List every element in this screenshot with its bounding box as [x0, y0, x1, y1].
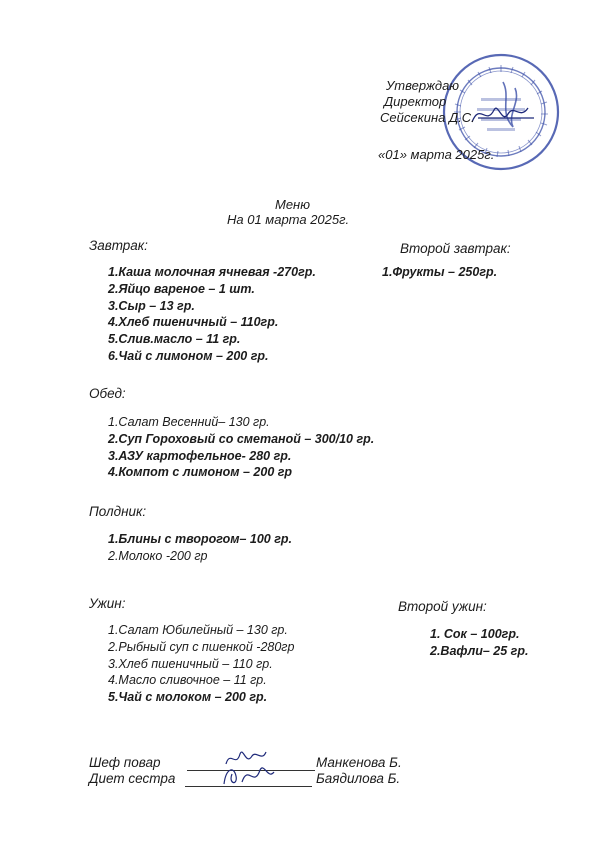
list-item: 2.Рыбный суп с пшенкой -280гр [108, 639, 295, 654]
second-breakfast-list [382, 264, 497, 281]
list-item: 3.АЗУ картофельное- 280 гр. [108, 448, 292, 463]
snack-label: Полдник: [89, 504, 147, 519]
snack-list [108, 531, 292, 565]
list-item: 4.Масло сливочное – 11 гр. [108, 673, 267, 688]
dinner-label: Ужин: [89, 596, 126, 611]
list-item: 1.Блины с творогом– 100 гр. [108, 532, 292, 546]
page-subtitle: На 01 марта 2025г. [227, 212, 350, 227]
approve-label: Утверждаю [386, 78, 460, 93]
list-item: 3.Хлеб пшеничный – 110 гр. [108, 656, 273, 671]
lunch-list [108, 414, 374, 481]
breakfast-list [108, 264, 316, 365]
list-item: 1.Салат Юбилейный – 130 гр. [108, 623, 288, 637]
approval-date: «01» марта 2025г. [378, 147, 495, 162]
list-item: 1. Сок – 100гр. [430, 627, 520, 641]
list-item: 3.Сыр – 13 гр. [108, 298, 195, 313]
director-position: Директор [384, 94, 447, 109]
nurse-label: Диет сестра [89, 771, 176, 786]
list-item: 2.Молоко -200 гр [108, 548, 208, 563]
nurse-signature-icon [218, 758, 278, 790]
second-breakfast-label: Второй завтрак: [400, 241, 511, 256]
chef-label: Шеф повар [89, 755, 161, 770]
list-item: 1.Салат Весенний– 130 гр. [108, 415, 270, 429]
list-item: 2.Яйцо вареное – 1 шт. [108, 281, 255, 296]
lunch-label: Обед: [89, 386, 126, 401]
chef-name: Манкенова Б. [316, 755, 402, 770]
list-item: 5.Чай с молоком – 200 гр. [108, 690, 268, 705]
list-item: 4.Хлеб пшеничный – 110гр. [108, 315, 279, 330]
list-item: 2.Вафли– 25 гр. [430, 643, 529, 658]
list-item: 6.Чай с лимоном – 200 гр. [108, 348, 269, 363]
list-item: 5.Слив.масло – 11 гр. [108, 332, 241, 347]
list-item: 2.Суп Гороховый со сметаной – 300/10 гр. [108, 431, 375, 446]
director-signature-icon [468, 96, 538, 132]
second-dinner-list [430, 626, 528, 660]
list-item: 4.Компот с лимоном – 200 гр [108, 465, 293, 480]
second-dinner-label: Второй ужин: [398, 599, 487, 614]
dinner-list [108, 622, 294, 706]
nurse-name: Баядилова Б. [316, 771, 401, 786]
breakfast-label: Завтрак: [89, 238, 148, 253]
director-name: Сейсекина Д.С. [380, 110, 475, 125]
page-title: Меню [275, 197, 310, 212]
list-item: 1.Каша молочная ячневая -270гр. [108, 265, 316, 279]
list-item: 1.Фрукты – 250гр. [382, 265, 498, 279]
